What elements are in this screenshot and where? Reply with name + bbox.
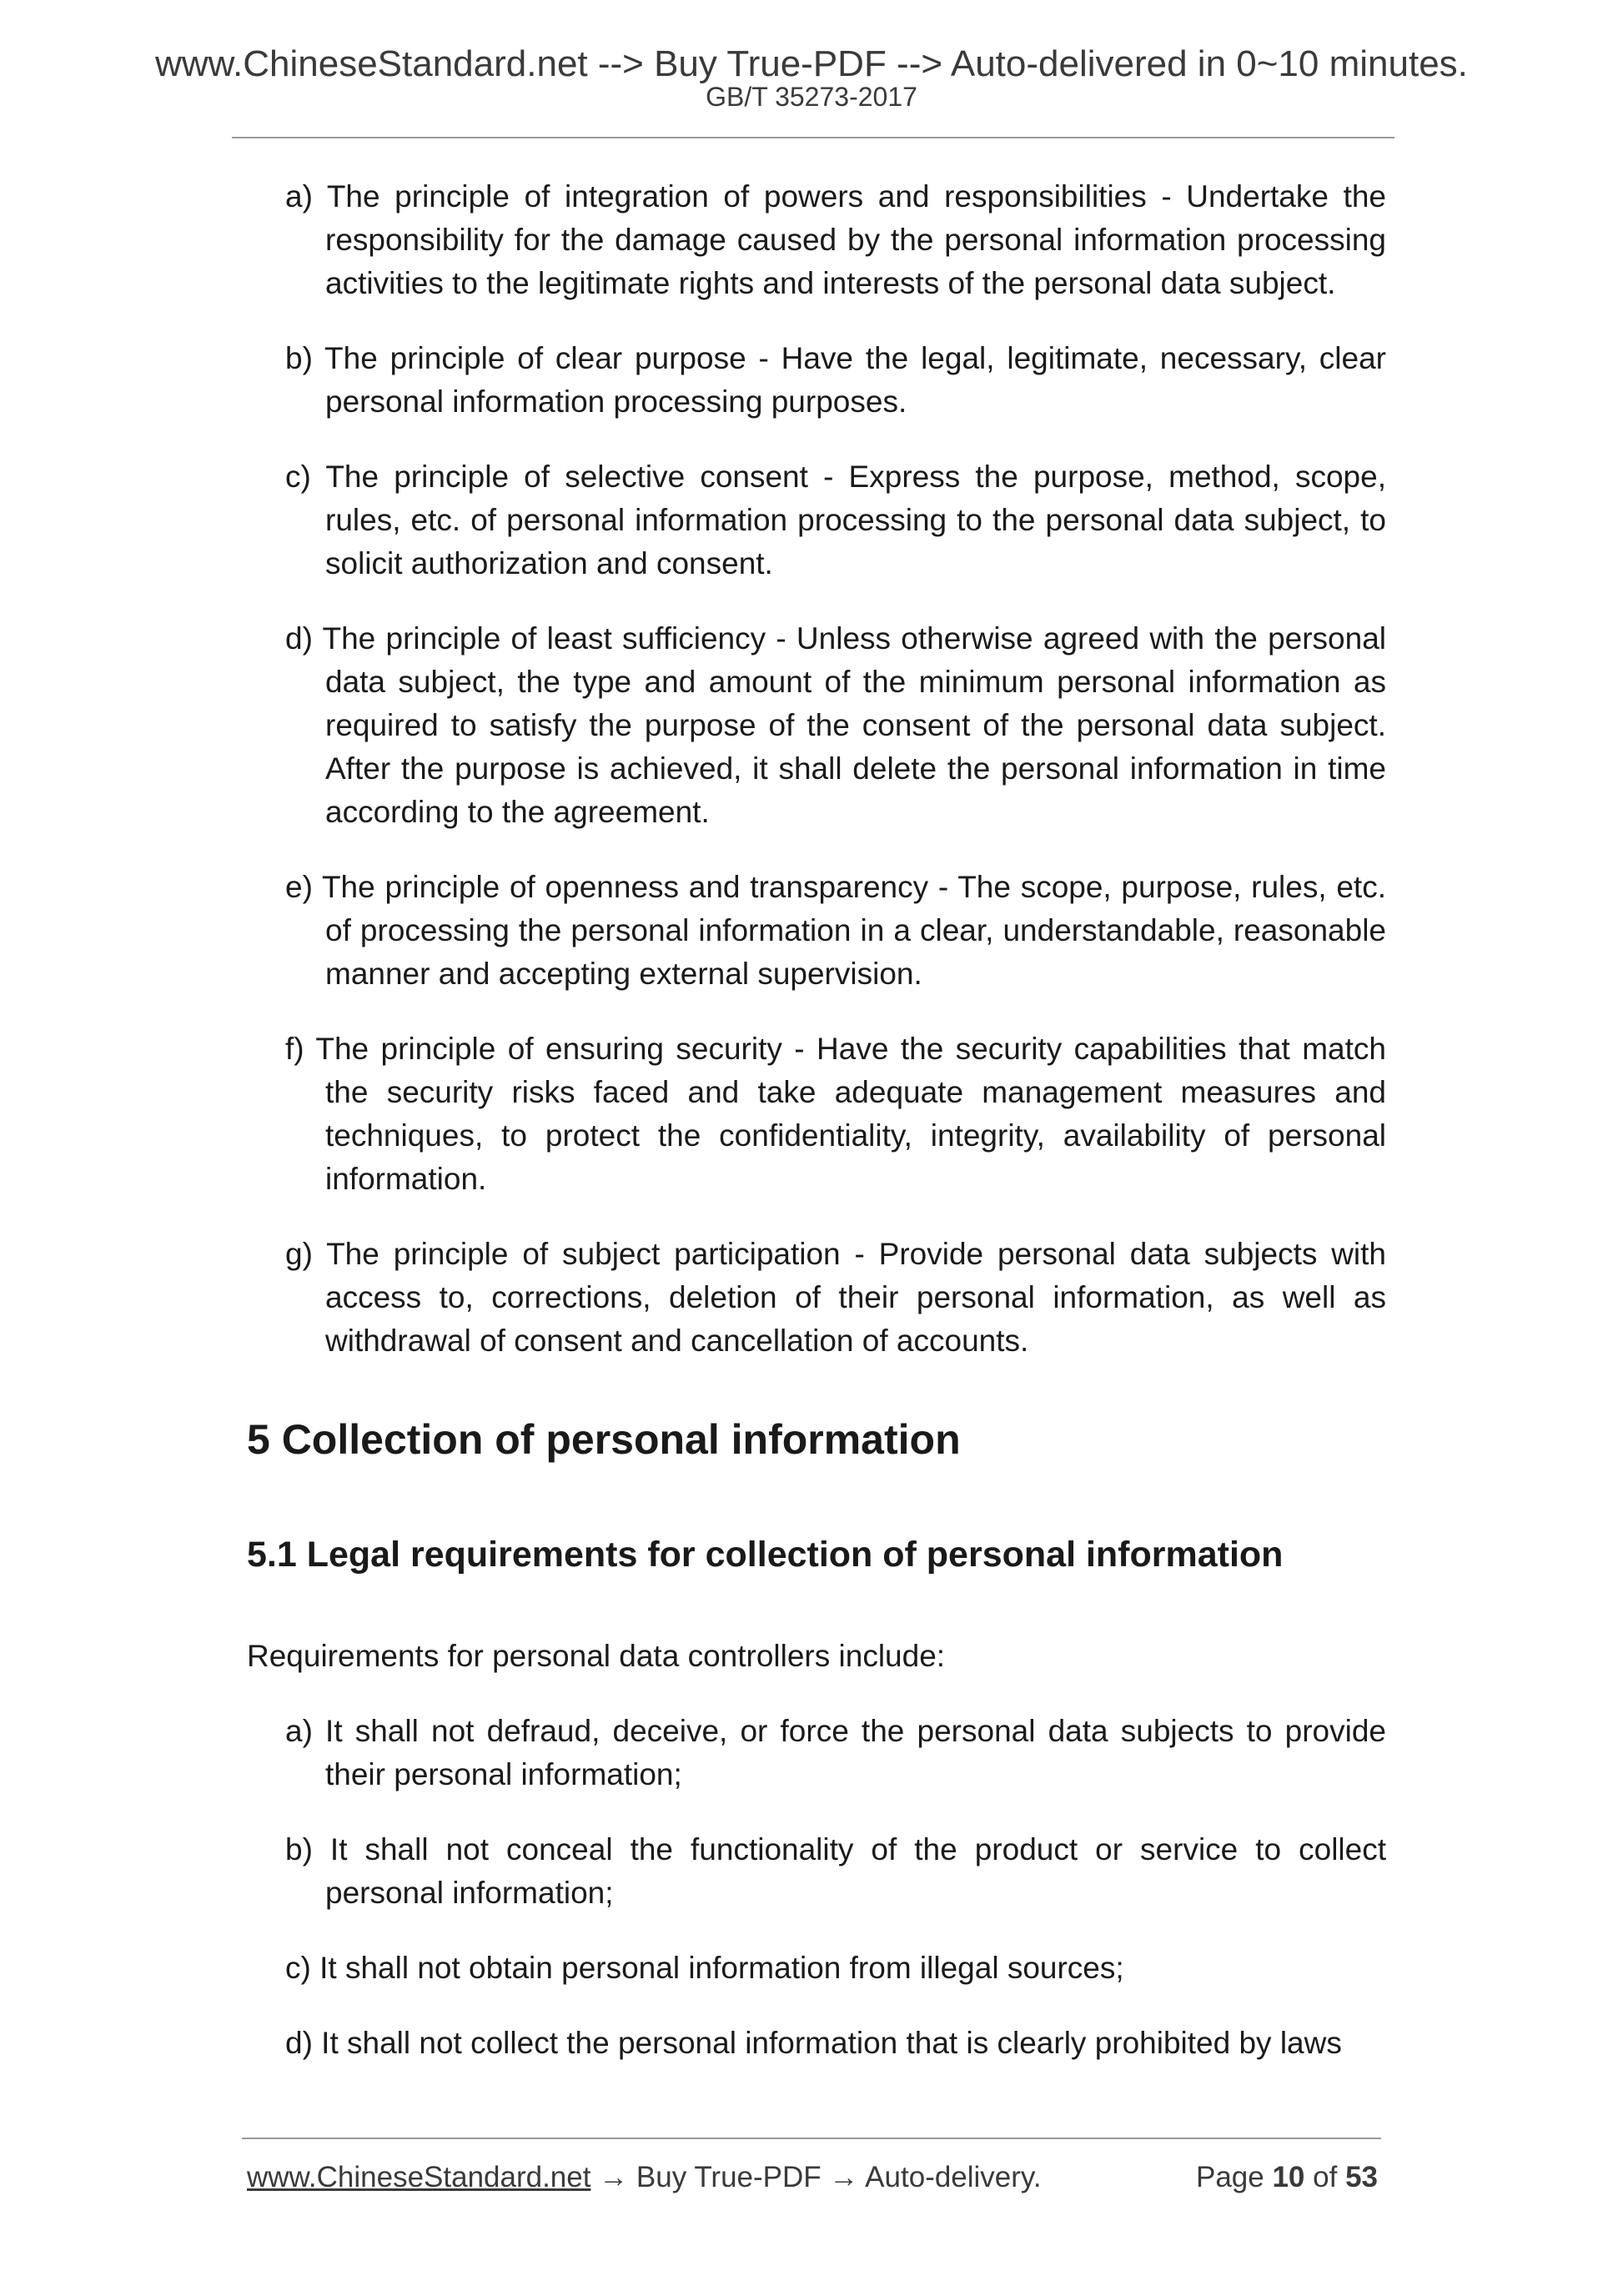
site-banner[interactable]: www.ChineseStandard.net --> Buy True-PDF --> Auto-delivered in 0~10 minutes. — [155, 43, 1468, 84]
footer-divider — [242, 2138, 1381, 2139]
page-number: 10 — [1272, 2161, 1305, 2193]
subsection-heading: 5.1 Legal requirements for collection of personal information — [247, 1535, 1284, 1575]
page-indicator — [1196, 2160, 1378, 2195]
page-body — [247, 175, 1386, 2097]
principle-c: c) The principle of selective consent - Express the purpose, method, scope, rules, etc. of personal information processing to the personal data subject, to solicit authorization and consent. — [285, 460, 1386, 580]
principle-b: b) The principle of clear purpose - Have the legal, legitimate, necessary, clear personal information processing purposes. — [285, 341, 1386, 419]
principle-f: f) The principle of ensuring security - Have the security capabilities that match the security risks faced and take adequate management measures and techniques, to protect the confidentiality, integrity, availability of personal information. — [285, 1032, 1386, 1196]
requirement-a: a) It shall not defraud, deceive, or force the personal data subjects to provide their personal information; — [285, 1714, 1386, 1791]
principle-g: g) The principle of subject participation - Provide personal data subjects with access to, corrections, deletion of their personal information, as well as withdrawal of consent and cancellation of accounts. — [285, 1237, 1386, 1358]
header-divider — [232, 137, 1394, 138]
footer-tagline: → Buy True-PDF → Auto-delivery. — [599, 2161, 1042, 2193]
footer-site-link[interactable]: www.ChineseStandard.net — [247, 2161, 591, 2193]
principle-a: a) The principle of integration of powers and responsibilities - Undertake the responsibility for the damage caused by the personal information processing activities to the legitimate rights and interests of the personal data subject. — [285, 179, 1386, 300]
requirement-c: c) It shall not obtain personal information from illegal sources; — [285, 1951, 1124, 1985]
of-label: of — [1313, 2161, 1338, 2193]
principle-e: e) The principle of openness and transparency - The scope, purpose, rules, etc. of processing the personal information in a clear, understandable, reasonable manner and accepting external supervision. — [285, 870, 1386, 991]
page-label: Page — [1195, 2161, 1264, 2193]
principle-d: d) The principle of least sufficiency - Unless otherwise agreed with the personal data subject, the type and amount of the minimum personal information as required to satisfy the purpose of the consent of the personal data subject. After the purpose is achieved, it shall delete the personal information in time according to the agreement. — [285, 621, 1386, 829]
requirement-b: b) It shall not conceal the functionality of the product or service to collect personal information; — [285, 1832, 1386, 1910]
section-heading: 5 Collection of personal information — [247, 1416, 961, 1463]
total-pages: 53 — [1345, 2161, 1378, 2193]
requirements-intro: Requirements for personal data controllers include: — [247, 1639, 946, 1673]
requirement-d: d) It shall not collect the personal information that is clearly prohibited by laws — [285, 2026, 1342, 2060]
document-id: GB/T 35273-2017 — [706, 82, 917, 112]
